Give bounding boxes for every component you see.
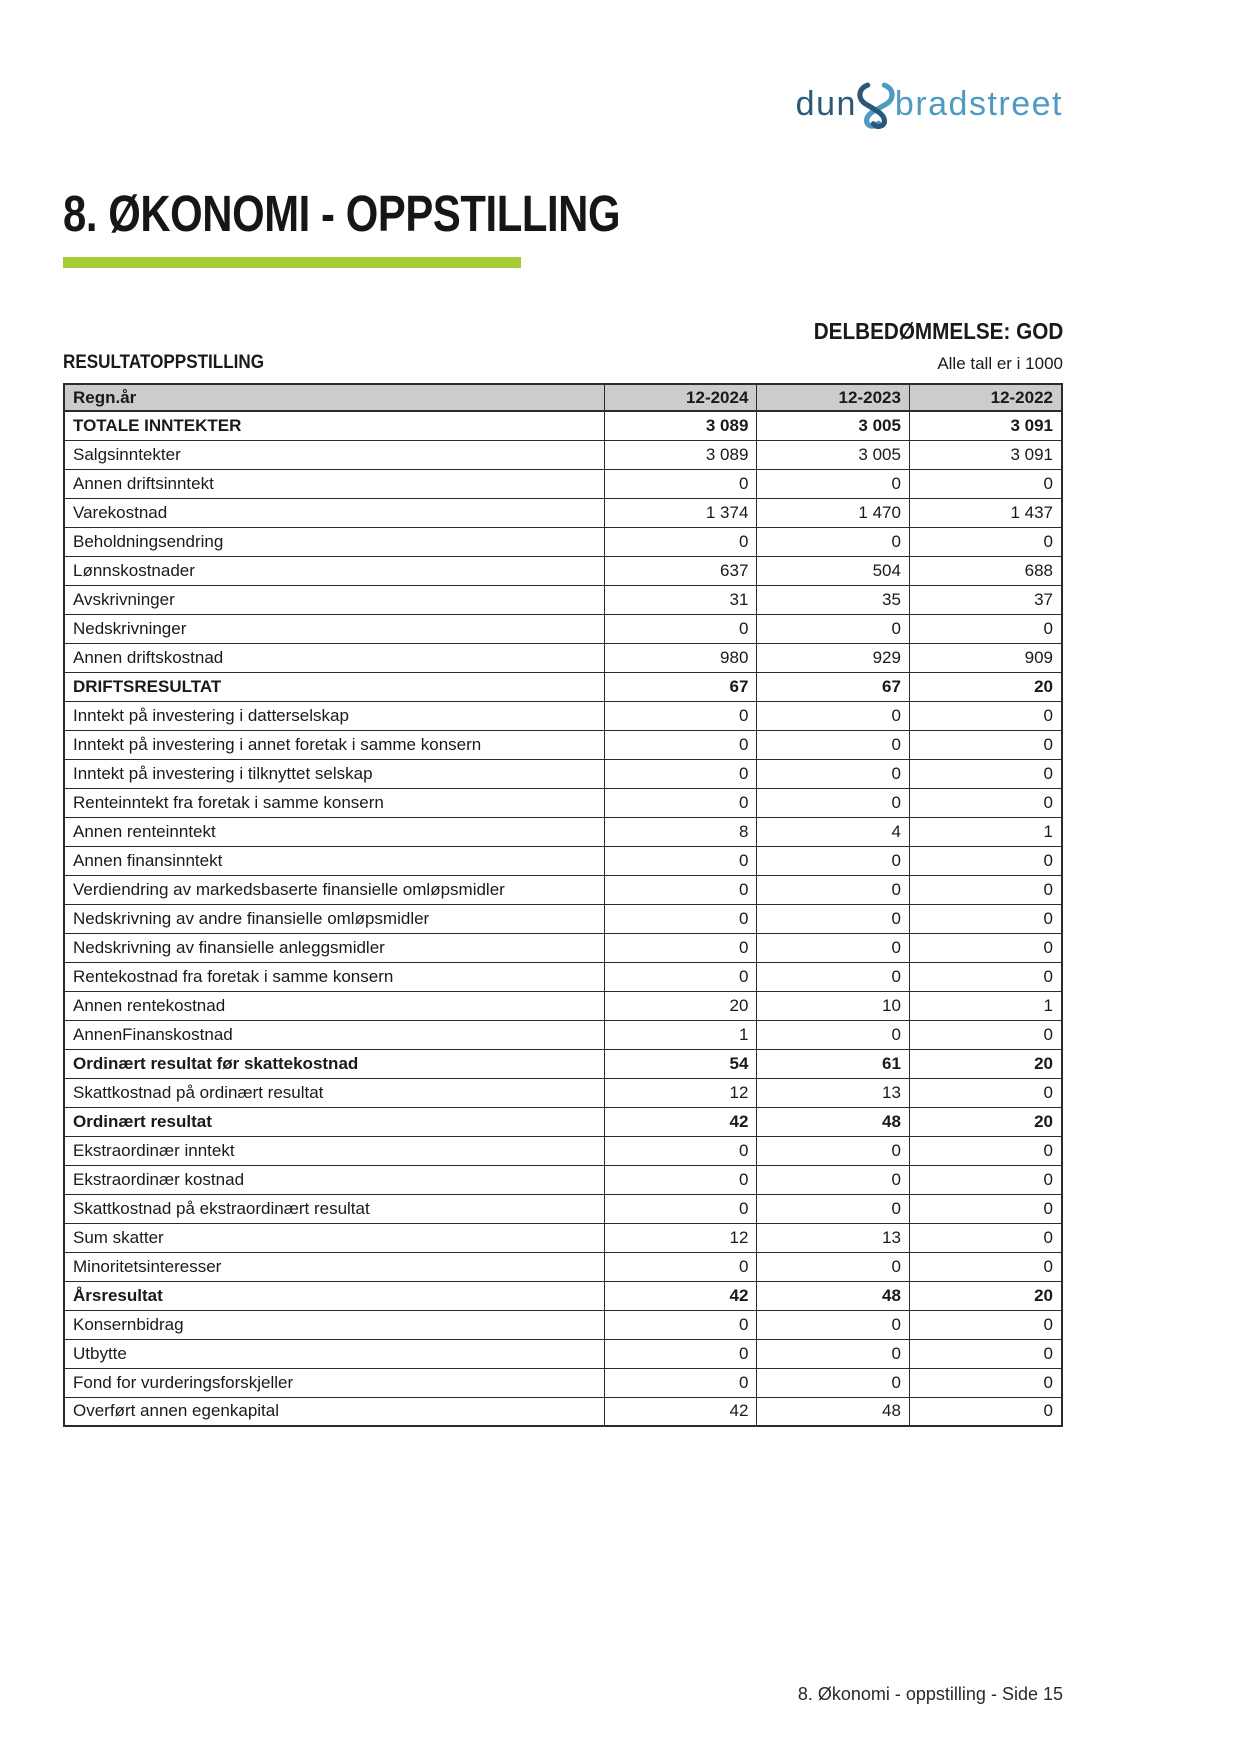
row-value: 0 [604,701,757,730]
row-value: 0 [604,1368,757,1397]
row-label: Inntekt på investering i annet foretak i samme konsern [64,730,604,759]
row-value: 980 [604,643,757,672]
row-label: Verdiendring av markedsbaserte finansielle omløpsmidler [64,875,604,904]
table-row [64,1368,1062,1397]
row-value: 20 [909,1107,1062,1136]
header-regnaar: Regn.år [64,384,604,411]
result-table-header [64,384,1062,411]
row-value: 35 [757,585,910,614]
row-value: 688 [909,556,1062,585]
row-value: 0 [604,933,757,962]
row-value: 12 [604,1078,757,1107]
row-value: 4 [757,817,910,846]
table-row [64,1049,1062,1078]
header-row [64,384,1062,411]
table-row [64,585,1062,614]
row-value: 0 [604,759,757,788]
row-value: 0 [757,1368,910,1397]
table-row [64,498,1062,527]
row-value: 0 [757,1252,910,1281]
table-row [64,701,1062,730]
row-value: 504 [757,556,910,585]
row-value: 0 [909,759,1062,788]
table-row [64,643,1062,672]
table-row [64,469,1062,498]
table-row [64,730,1062,759]
table-row [64,846,1062,875]
row-value: 0 [757,846,910,875]
row-value: 0 [909,701,1062,730]
table-row [64,1310,1062,1339]
table-row [64,1020,1062,1049]
row-value: 0 [909,962,1062,991]
row-value: 0 [757,1020,910,1049]
row-value: 0 [604,1136,757,1165]
row-value: 0 [757,788,910,817]
units-note: Alle tall er i 1000 [937,354,1063,373]
row-label: Annen finansinntekt [64,846,604,875]
row-value: 1 470 [757,498,910,527]
row-value: 0 [757,469,910,498]
row-value: 0 [909,788,1062,817]
page-footer: 8. Økonomi - oppstilling - Side 15 [797,1684,1063,1704]
row-value: 42 [604,1281,757,1310]
table-row [64,1281,1062,1310]
row-label: Ekstraordinær inntekt [64,1136,604,1165]
row-value: 0 [757,1136,910,1165]
row-value: 0 [757,904,910,933]
row-label: Ordinært resultat før skattekostnad [64,1049,604,1078]
row-value: 0 [604,846,757,875]
row-label: Inntekt på investering i tilknyttet selskap [64,759,604,788]
row-label: Annen renteinntekt [64,817,604,846]
row-label: Annen driftsinntekt [64,469,604,498]
row-label: Avskrivninger [64,585,604,614]
table-row [64,1194,1062,1223]
row-label: Årsresultat [64,1281,604,1310]
row-value: 0 [604,962,757,991]
row-value: 1 374 [604,498,757,527]
row-label: Fond for vurderingsforskjeller [64,1368,604,1397]
row-value: 1 [909,991,1062,1020]
dun-bradstreet-logo [796,80,1063,128]
row-value: 0 [909,1339,1062,1368]
row-value: 3 091 [909,411,1062,440]
header-year-2023: 12-2023 [757,384,910,411]
table-row [64,672,1062,701]
table-row [64,1339,1062,1368]
row-value: 0 [604,469,757,498]
table-row [64,788,1062,817]
row-label: AnnenFinanskostnad [64,1020,604,1049]
row-value: 42 [604,1397,757,1426]
row-value: 637 [604,556,757,585]
row-value: 3 089 [604,411,757,440]
ampersand-icon [855,81,897,129]
header-year-2022: 12-2022 [909,384,1062,411]
row-value: 0 [909,1165,1062,1194]
logo-word-dun: dun [795,85,857,123]
row-value: 48 [757,1397,910,1426]
row-label: Nedskrivning av finansielle anleggsmidler [64,933,604,962]
row-value: 0 [604,527,757,556]
row-value: 20 [604,991,757,1020]
table-row [64,556,1062,585]
row-value: 0 [757,962,910,991]
row-label: Renteinntekt fra foretak i samme konsern [64,788,604,817]
row-value: 0 [909,904,1062,933]
row-label: Sum skatter [64,1223,604,1252]
result-table [63,383,1063,1427]
row-value: 67 [604,672,757,701]
row-label: Overført annen egenkapital [64,1397,604,1426]
row-value: 0 [757,1339,910,1368]
table-row [64,411,1062,440]
row-value: 0 [909,1136,1062,1165]
row-value: 20 [909,1049,1062,1078]
row-value: 0 [604,1165,757,1194]
row-value: 67 [757,672,910,701]
page-title: 8. ØKONOMI - OPPSTILLING [63,185,621,242]
row-value: 0 [604,1252,757,1281]
table-row [64,1252,1062,1281]
row-label: Lønnskostnader [64,556,604,585]
row-value: 0 [604,788,757,817]
row-value: 0 [909,933,1062,962]
table-row [64,817,1062,846]
row-label: Annen rentekostnad [64,991,604,1020]
table-row [64,1165,1062,1194]
row-value: 1 [604,1020,757,1049]
row-label: Skattkostnad på ekstraordinært resultat [64,1194,604,1223]
row-value: 3 091 [909,440,1062,469]
row-label: Annen driftskostnad [64,643,604,672]
row-value: 48 [757,1281,910,1310]
result-table-body [64,411,1062,1426]
row-label: Skattkostnad på ordinært resultat [64,1078,604,1107]
table-row [64,1397,1062,1426]
header-year-2024: 12-2024 [604,384,757,411]
row-value: 0 [909,1397,1062,1426]
row-value: 0 [757,527,910,556]
row-value: 0 [909,1368,1062,1397]
table-row [64,614,1062,643]
row-label: DRIFTSRESULTAT [64,672,604,701]
row-label: Varekostnad [64,498,604,527]
row-value: 61 [757,1049,910,1078]
row-label: Beholdningsendring [64,527,604,556]
row-value: 1 437 [909,498,1062,527]
row-value: 0 [909,614,1062,643]
row-value: 0 [909,1252,1062,1281]
row-label: Rentekostnad fra foretak i samme konsern [64,962,604,991]
row-value: 48 [757,1107,910,1136]
table-meta-row [63,352,1063,374]
row-label: Ordinært resultat [64,1107,604,1136]
table-row [64,1078,1062,1107]
row-value: 0 [757,701,910,730]
row-value: 0 [757,730,910,759]
row-value: 0 [909,730,1062,759]
row-value: 37 [909,585,1062,614]
table-row [64,759,1062,788]
assessment-text: DELBEDØMMELSE: GOD [813,318,1063,344]
row-label: Inntekt på investering i datterselskap [64,701,604,730]
row-value: 42 [604,1107,757,1136]
table-row [64,962,1062,991]
row-value: 0 [757,1310,910,1339]
row-label: Ekstraordinær kostnad [64,1165,604,1194]
row-value: 0 [909,1020,1062,1049]
row-value: 0 [909,875,1062,904]
row-label: Konsernbidrag [64,1310,604,1339]
table-title: RESULTATOPPSTILLING [63,352,265,373]
table-row [64,991,1062,1020]
row-value: 0 [757,1165,910,1194]
row-label: TOTALE INNTEKTER [64,411,604,440]
table-row [64,904,1062,933]
row-value: 0 [604,875,757,904]
row-value: 929 [757,643,910,672]
row-value: 0 [604,730,757,759]
table-row [64,875,1062,904]
row-value: 0 [604,904,757,933]
row-value: 0 [757,1194,910,1223]
row-value: 20 [909,672,1062,701]
row-value: 3 005 [757,411,910,440]
row-value: 8 [604,817,757,846]
row-label: Utbytte [64,1339,604,1368]
row-value: 0 [757,614,910,643]
row-value: 0 [604,1310,757,1339]
row-value: 0 [757,933,910,962]
row-value: 909 [909,643,1062,672]
row-value: 0 [909,527,1062,556]
row-value: 0 [909,1194,1062,1223]
row-label: Nedskrivning av andre finansielle omløpsmidler [64,904,604,933]
logo-word-bradstreet: bradstreet [894,85,1063,123]
row-value: 13 [757,1223,910,1252]
table-row [64,1107,1062,1136]
row-value: 0 [757,875,910,904]
row-value: 0 [757,759,910,788]
table-row [64,440,1062,469]
row-value: 13 [757,1078,910,1107]
row-value: 0 [909,1078,1062,1107]
row-value: 12 [604,1223,757,1252]
row-label: Minoritetsinteresser [64,1252,604,1281]
row-value: 1 [909,817,1062,846]
row-value: 0 [909,1223,1062,1252]
row-value: 3 089 [604,440,757,469]
row-label: Salgsinntekter [64,440,604,469]
row-value: 0 [909,1310,1062,1339]
row-value: 0 [604,1194,757,1223]
row-value: 54 [604,1049,757,1078]
row-value: 0 [604,1339,757,1368]
row-value: 31 [604,585,757,614]
row-value: 0 [909,469,1062,498]
table-row [64,1223,1062,1252]
row-value: 0 [909,846,1062,875]
row-value: 3 005 [757,440,910,469]
row-value: 20 [909,1281,1062,1310]
table-row [64,1136,1062,1165]
table-row [64,527,1062,556]
title-accent-bar [63,257,521,268]
row-value: 0 [604,614,757,643]
row-value: 10 [757,991,910,1020]
table-row [64,933,1062,962]
row-label: Nedskrivninger [64,614,604,643]
